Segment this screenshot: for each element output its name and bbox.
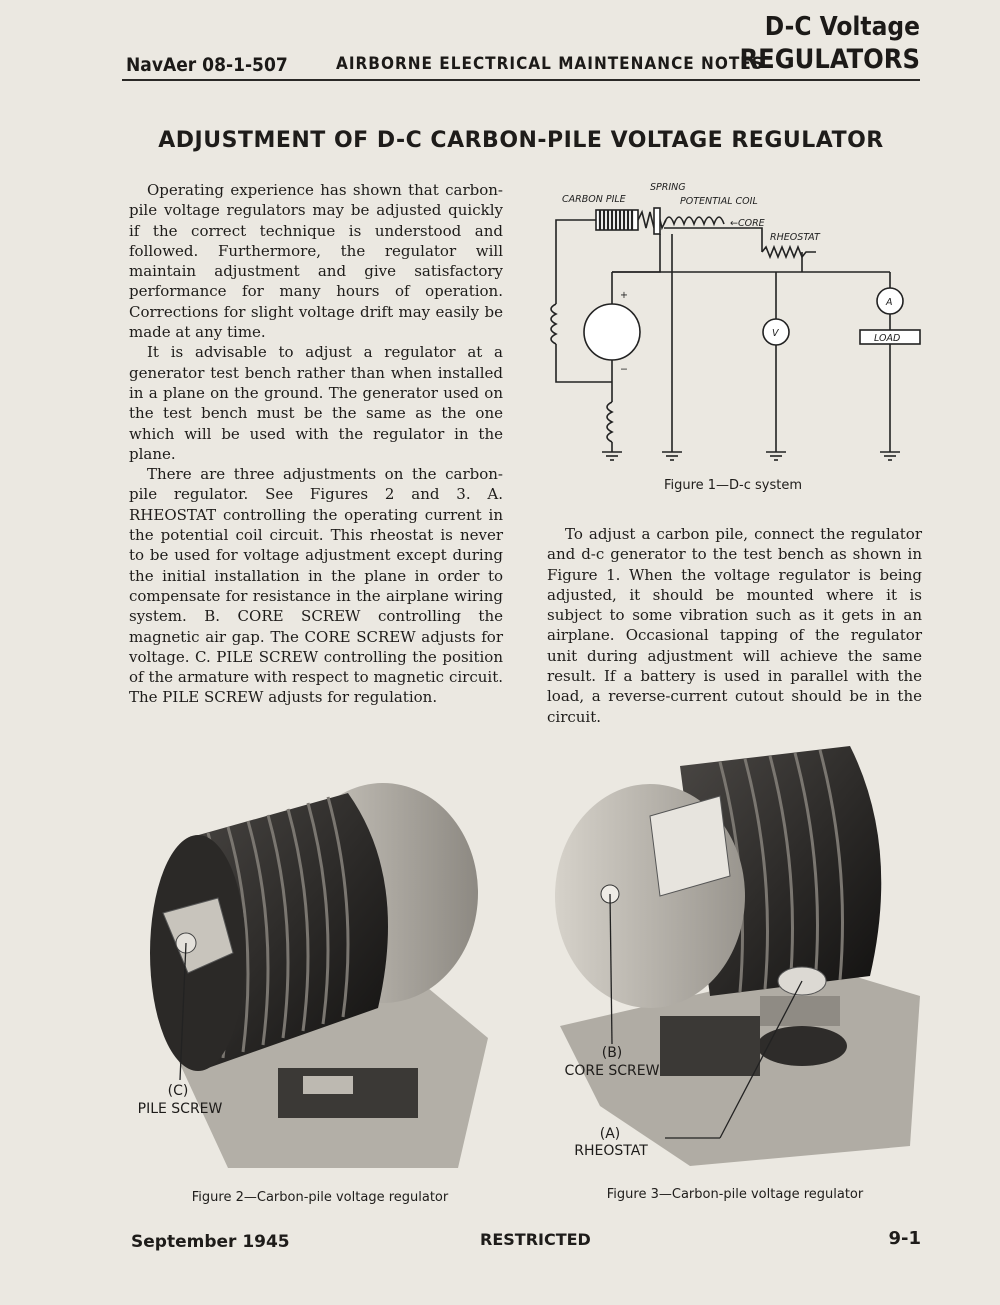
spring-symbol [638, 212, 666, 228]
shunt-field-coil [551, 304, 556, 344]
label-plus: + [620, 290, 628, 301]
label-rheostat: RHEOSTAT [770, 232, 820, 243]
header-doc-number: NavAer 08-1-507 [126, 54, 288, 76]
header-section-title: D-C Voltage [764, 12, 920, 42]
left-column [129, 180, 503, 708]
label-pile-screw: PILE SCREW [137, 1101, 223, 1117]
label-a: (A) [599, 1126, 621, 1142]
header-rule [122, 79, 920, 81]
paragraph: To adjust a carbon pile, connect the regulator and d-c generator to the test bench as shown in Figure 1. When the voltage regulator is being adjusted, it should be mounted where it is subject to some vibration such as it gets in an airplane. Occasional tapping of the regulator unit during adjustment will achieve the same result. If a battery is used in parallel with the load, a reverse-current cutout should be in the circuit. [547, 525, 922, 726]
label-load: LOAD [874, 333, 901, 344]
label-spring: SPRING [650, 182, 686, 193]
header-section-subtitle: REGULATORS [739, 44, 920, 75]
figure-3-caption: Figure 3—Carbon-pile voltage regulator [606, 1187, 864, 1202]
label-ammeter: A [886, 297, 893, 308]
paragraph: Operating experience has shown that carbon-pile voltage regulators may be adjusted quickly if the correct technique is understood and followed. Furthermore, the regulator will maintain adjustment and give satisfactory performance for many hours of operation. Corrections for slight voltage drift may easily be made at any time. [129, 181, 503, 342]
label-b: (B) [601, 1045, 623, 1061]
label-carbon-pile: CARBON PILE [562, 194, 626, 205]
page-number: 9-1 [888, 1228, 921, 1249]
label-minus: − [620, 364, 628, 375]
label-potential-coil: POTENTIAL COIL [680, 196, 758, 207]
label-core-screw: CORE SCREW [564, 1063, 660, 1079]
page-title: ADJUSTMENT OF D-C CARBON-PILE VOLTAGE REGULATOR [158, 128, 884, 153]
figure-1-diagram [540, 172, 926, 472]
lower-components [660, 1016, 760, 1076]
potential-coil-symbol [664, 217, 724, 224]
figure-2-caption: Figure 2—Carbon-pile voltage regulator [191, 1190, 449, 1205]
footer-classification: RESTRICTED [480, 1230, 591, 1249]
figure-3-photo [540, 726, 925, 1172]
paragraph: There are three adjustments on the carbon-pile regulator. See Figures 2 and 3. A. RHEOSTAT controlling the operating current in the potential coil circuit. This rheostat is never to be used for voltage adjustment except during the initial installation in the plane in order to compensate for resistance in the airplane wiring system. B. CORE SCREW controlling the magnetic air gap. The CORE SCREW adjusts for voltage. C. PILE SCREW controlling the position of the armature with respect to magnetic circuit. The PILE SCREW adjusts for regulation. [129, 465, 503, 707]
right-column [547, 524, 922, 727]
carbon-pile-discs [600, 210, 632, 230]
label-voltmeter: V [772, 328, 779, 339]
paragraph: It is advisable to adjust a regulator at a generator test bench rather than when installed in a plane on the ground. The generator used on the test bench must be the same as the one which will be used with the regulator in the plane. [129, 343, 503, 463]
generator-symbol [584, 304, 640, 360]
figure-1-caption: Figure 1—D-c system [663, 478, 803, 493]
label-core: ←CORE [730, 218, 765, 229]
label-c: (C) [167, 1083, 189, 1099]
label-rheostat: RHEOSTAT [574, 1143, 648, 1159]
footer-date: September 1945 [131, 1232, 290, 1252]
header-series-title: AIRBORNE ELECTRICAL MAINTENANCE NOTES [336, 54, 764, 74]
ground-symbols [602, 452, 900, 460]
rheostat-symbol [762, 247, 816, 257]
